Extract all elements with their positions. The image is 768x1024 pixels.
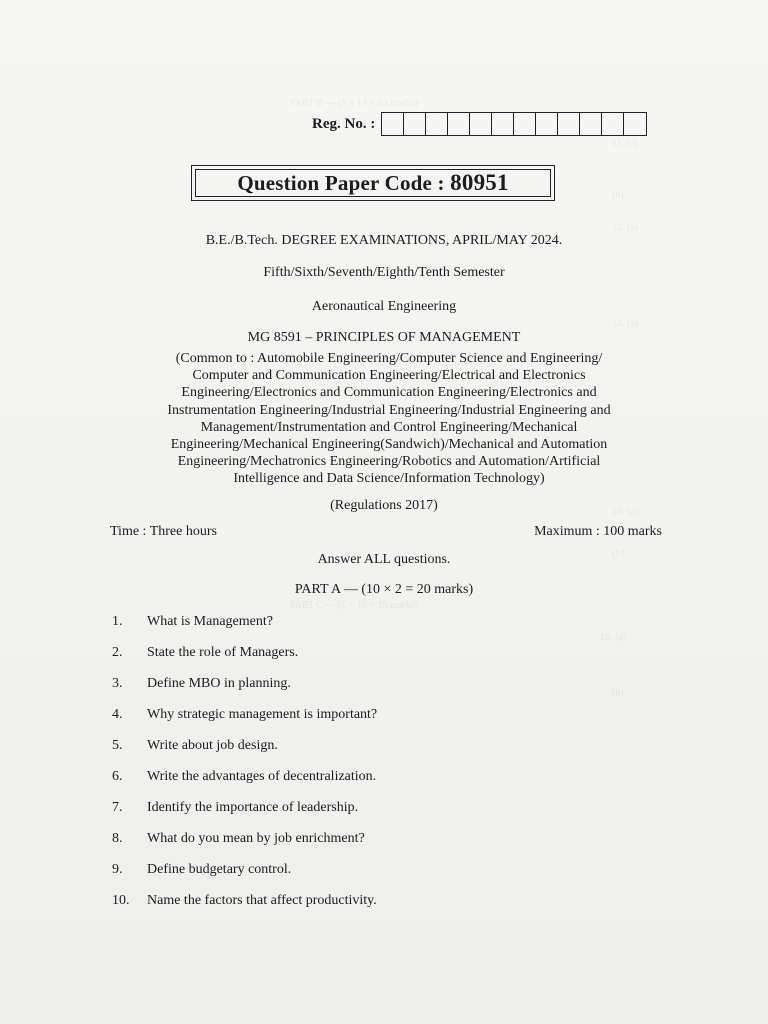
bleed-through-text: 13. (a): [612, 318, 639, 329]
common-to-block: [108, 350, 670, 488]
instruction-line: Answer ALL questions.: [317, 552, 451, 567]
question-text: Identify the importance of leadership.: [147, 800, 359, 815]
reg-no-box: [470, 113, 492, 135]
reg-no-box: [558, 113, 580, 135]
regulations-line: (Regulations 2017): [330, 498, 438, 513]
bleed-through-text: 16. (a): [600, 632, 627, 643]
question-text: Define budgetary control.: [147, 862, 292, 877]
question-item: [112, 798, 672, 829]
common-to-line: Engineering/Mechatronics Engineering/Robotics and Automation/Artificial: [177, 454, 601, 470]
reg-no-box: [580, 113, 602, 135]
bleed-through-text: (b): [612, 190, 624, 201]
bleed-through-text: 15. (a): [612, 506, 639, 517]
question-text: What is Management?: [147, 614, 273, 629]
question-number: 2.: [112, 645, 123, 660]
question-number: 3.: [112, 676, 123, 691]
part-a-heading: PART A — (10 × 2 = 20 marks): [294, 582, 474, 597]
question-item: [112, 829, 672, 860]
reg-no-box: [514, 113, 536, 135]
question-number: 7.: [112, 800, 123, 815]
reg-no-box: [624, 113, 646, 135]
question-item: [112, 643, 672, 674]
bleed-through-text: 12. (a): [612, 222, 639, 233]
question-item: [112, 736, 672, 767]
reg-no-box: [404, 113, 426, 135]
question-text: Write about job design.: [147, 738, 278, 753]
question-item: [112, 891, 672, 922]
question-text: Why strategic management is important?: [147, 707, 378, 722]
reg-no-box: [426, 113, 448, 135]
question-item: [112, 767, 672, 798]
reg-no-row: [312, 112, 647, 136]
common-to-line: Instrumentation Engineering/Industrial Engineering/Industrial Engineering and: [167, 402, 611, 418]
question-number: 6.: [112, 769, 123, 784]
question-paper-code-number: 80951: [450, 170, 509, 195]
question-number: 1.: [112, 614, 123, 629]
time-marks-row: [110, 524, 662, 540]
question-text: What do you mean by job enrichment?: [147, 831, 365, 846]
reg-no-label: Reg. No. :: [312, 115, 376, 132]
question-paper-code-box: [191, 165, 555, 201]
question-text: Name the factors that affect productivity.: [147, 893, 377, 908]
reg-no-box: [602, 113, 624, 135]
question-number: 5.: [112, 738, 123, 753]
department-line: Aeronautical Engineering: [311, 299, 457, 314]
question-text: Define MBO in planning.: [147, 676, 291, 691]
exam-title: B.E./B.Tech. DEGREE EXAMINATIONS, APRIL/MAY 2024.: [205, 233, 563, 248]
reg-no-box: [448, 113, 470, 135]
bleed-through-text: PART C — (1 × 15 = 15 marks): [290, 600, 418, 611]
question-paper-code-label: Question Paper Code :: [237, 171, 445, 195]
question-list: [112, 612, 672, 922]
question-number: 9.: [112, 862, 123, 877]
common-to-line: Computer and Communication Engineering/Electrical and Electronics: [192, 368, 586, 384]
question-item: [112, 705, 672, 736]
question-item: [112, 674, 672, 705]
maximum-marks: Maximum : 100 marks: [534, 524, 662, 539]
reg-no-box: [382, 113, 404, 135]
question-text: Write the advantages of decentralization.: [147, 769, 377, 784]
time-allowed: Time : Three hours: [110, 524, 217, 539]
common-to-line: Engineering/Electronics and Communication Engineering/Electronics and: [181, 385, 597, 401]
reg-no-boxes: [381, 112, 647, 136]
question-number: 4.: [112, 707, 123, 722]
common-to-line: Management/Instrumentation and Control Engineering/Mechanical: [200, 419, 578, 435]
question-text: State the role of Managers.: [147, 645, 299, 660]
question-item: [112, 860, 672, 891]
question-paper-code: [192, 170, 554, 196]
course-title: MG 8591 – PRINCIPLES OF MANAGEMENT: [247, 330, 521, 345]
reg-no-box: [492, 113, 514, 135]
common-to-line: Engineering/Mechanical Engineering(Sandwich)/Mechanical and Automation: [170, 437, 608, 453]
question-number: 8.: [112, 831, 123, 846]
semester-line: Fifth/Sixth/Seventh/Eighth/Tenth Semester: [263, 265, 505, 280]
common-to-line: (Common to : Automobile Engineering/Computer Science and Engineering/: [175, 351, 603, 366]
question-number: 10.: [112, 893, 130, 908]
common-to-line: Intelligence and Data Science/Information Technology): [233, 471, 545, 487]
bleed-through-text: (b): [612, 548, 624, 559]
reg-no-box: [536, 113, 558, 135]
question-item: [112, 612, 672, 643]
bleed-through-text: PART B — (5 × 13 = 65 marks): [290, 98, 418, 109]
bleed-through-text: 11. (a): [612, 138, 638, 149]
bleed-through-text: (b): [612, 688, 624, 699]
